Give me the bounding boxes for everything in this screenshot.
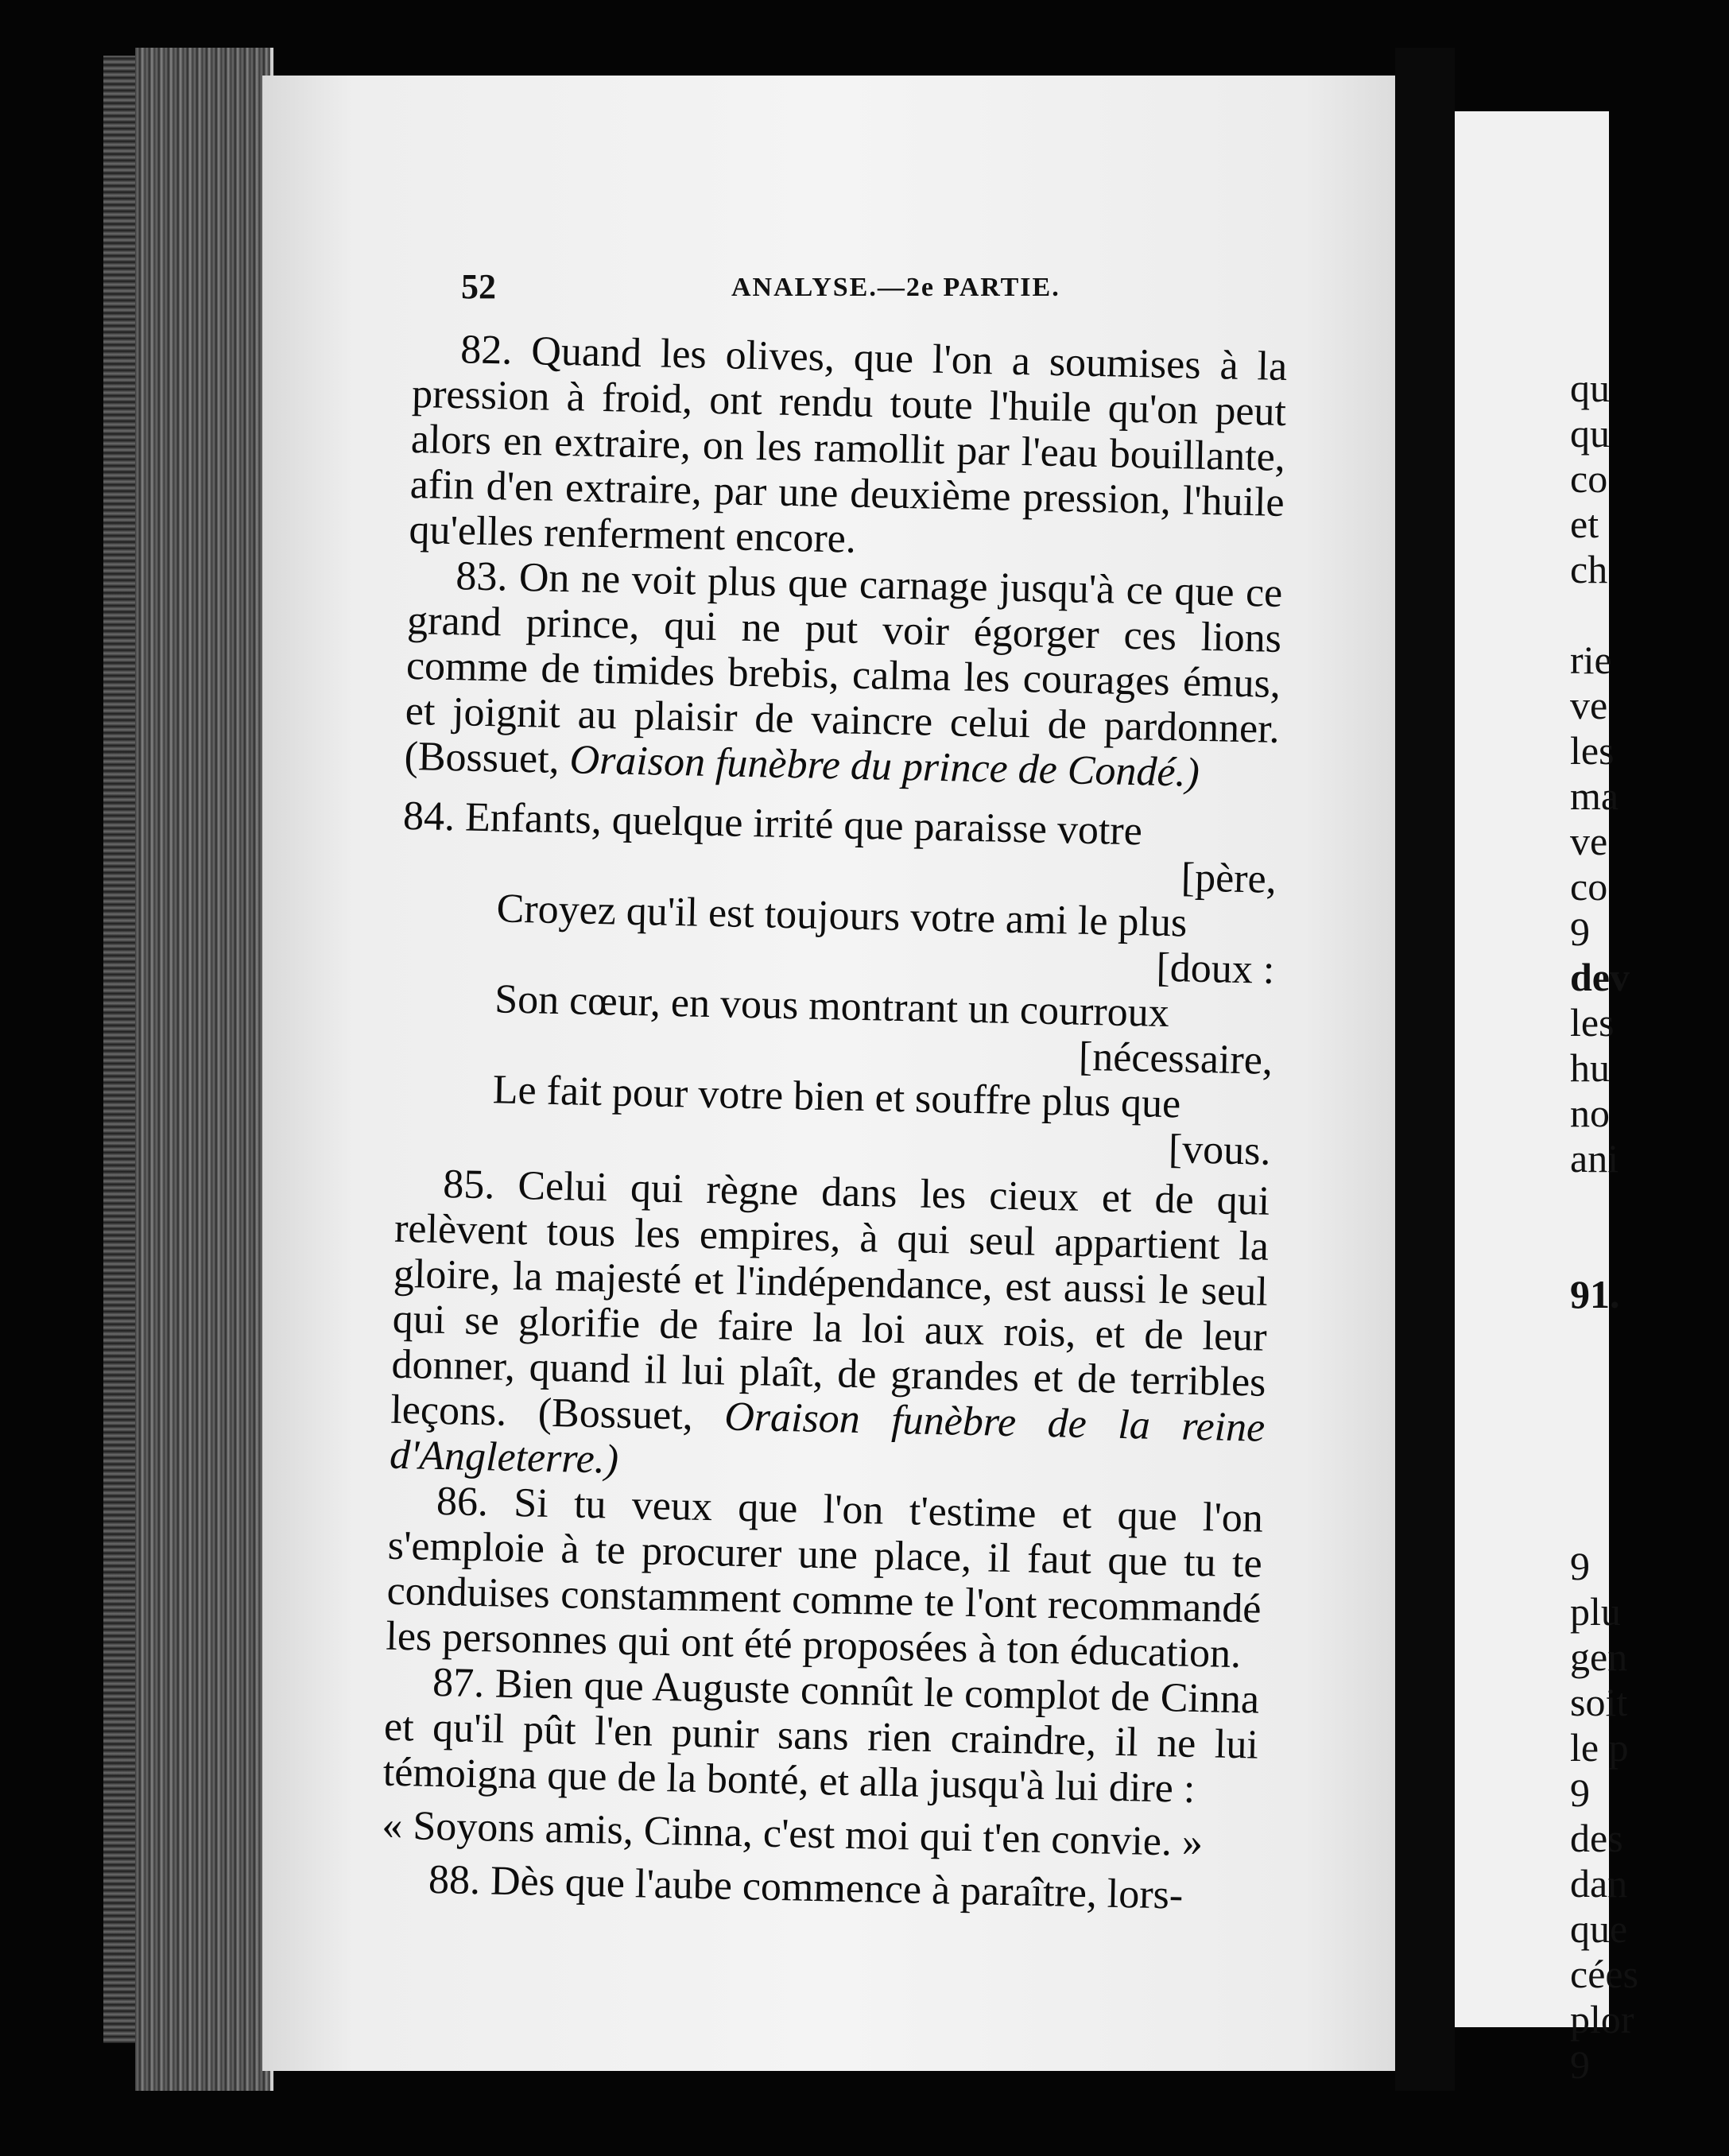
right-page-fragments [1570, 366, 1729, 2088]
paragraph-83 [404, 553, 1283, 797]
verse-84 [396, 793, 1277, 1174]
verse-line-3-cont: [nécessaire, [1078, 1033, 1273, 1084]
right-fragment: les [1570, 1000, 1615, 1045]
right-fragment: les [1570, 728, 1615, 773]
right-gap [1570, 1499, 1729, 1544]
right-fragment: gen [1570, 1634, 1628, 1679]
right-fragment: ma [1570, 774, 1619, 818]
right-fragment: 9 [1570, 2042, 1590, 2087]
right-fragment: qu [1570, 366, 1610, 410]
right-fragment: le p [1570, 1725, 1629, 1770]
verse-line-2-cont: [doux : [1155, 944, 1275, 993]
right-fragment: ani [1570, 1136, 1619, 1181]
right-fragment: 9 [1570, 1544, 1590, 1588]
right-fragment: que [1570, 1906, 1628, 1951]
right-fragment: ve [1570, 683, 1608, 727]
right-fragment: des [1570, 1816, 1623, 1860]
right-fragment: soit [1570, 1680, 1628, 1724]
right-fragment: 91. [1570, 1272, 1620, 1316]
right-fragment: plor [1570, 1997, 1634, 2042]
running-head: ANALYSE.—2e PARTIE. [731, 273, 1060, 302]
paragraph-86: 86. Si tu veux que l'on t'estime et que l'on s'emploie à te procurer une place, il faut que tu te conduises constamment comme te l'ont recommandé les personnes qui ont été proposées à ton éducation. [385, 1478, 1264, 1677]
right-fragment: rie [1570, 638, 1612, 682]
paragraph-85-text: 85. Celui qui règne dans les cieux et de qui relèvent tous les empires, à qui seul appartient la gloire, la majesté et l'indépendance, est aussi le seul qui se glorifie de faire la loi aux rois, et de leur donner, quand il lui plaît, de grandes et de terribles leçons. (Bossuet, [390, 1161, 1270, 1439]
verse-line-4: Le fait pour votre bien et souffre plus que [492, 1067, 1181, 1127]
verse-line-2: Croyez qu'il est toujours votre ami le plus [496, 886, 1188, 946]
paragraph-87-quote: « Soyons amis, Cinna, c'est moi qui t'en convie. » [381, 1802, 1204, 1866]
verse-line-4-cont: [vous. [1168, 1126, 1272, 1174]
verse-line-3: Son cœur, en vous montrant un courroux [494, 976, 1170, 1037]
right-fragment: plu [1570, 1589, 1621, 1634]
book-spine-stack [135, 48, 273, 2091]
paragraph-85-citation: Oraison funèbre de la reine d'Angleterre.) [389, 1394, 1266, 1483]
page-header [461, 258, 1256, 314]
paragraph-88: 88. Dès que l'aube commence à paraître, lors- [428, 1856, 1184, 1918]
right-fragment: cées [1570, 1952, 1639, 1996]
right-gap [1570, 1317, 1729, 1363]
right-fragment: dan [1570, 1861, 1628, 1906]
right-fragment: 9 [1570, 1770, 1590, 1815]
page-number: 52 [461, 267, 496, 306]
right-fragment: et [1570, 502, 1599, 546]
paragraph-83-citation: Oraison funèbre du prince de Condé.) [569, 737, 1200, 796]
right-fragment: co [1570, 456, 1608, 501]
page-body [380, 326, 1287, 1920]
right-fragment: hu [1570, 1045, 1610, 1090]
right-gap [1570, 1363, 1729, 1408]
right-gap [1570, 592, 1729, 638]
paragraph-85 [390, 1161, 1270, 1496]
verse-line-1: 84. Enfants, quelque irrité que paraisse votre [402, 793, 1143, 855]
right-gap [1570, 1227, 1729, 1272]
right-fragment: qu [1570, 411, 1610, 456]
right-gap [1570, 1453, 1729, 1499]
right-gap [1570, 1181, 1729, 1227]
right-fragment: 9 [1570, 909, 1590, 954]
paragraph-87: 87. Bien que Auguste connût le complot de Cinna et qu'il pût l'en punir sans rien craindre, il ne lui témoigna que de la bonté, et alla jusqu'à lui dire : [382, 1659, 1260, 1812]
page-gutter [1395, 48, 1455, 2091]
right-fragment: co [1570, 864, 1608, 909]
right-fragment: ve [1570, 819, 1608, 863]
right-fragment: dev [1570, 955, 1630, 999]
right-fragment: ch [1570, 547, 1608, 591]
paragraph-82: 82. Quand les olives, que l'on a soumises à la pression à froid, ont rendu toute l'huile qu'on peut alors en extraire, on les ramollit par l'eau bouillante, afin d'en extraire, par une deuxième pression, l'huile qu'elles renferment encore. [409, 327, 1288, 562]
right-fragment: no [1570, 1091, 1610, 1135]
verse-line-1-cont: [père, [1180, 855, 1277, 902]
right-gap [1570, 1408, 1729, 1453]
paragraph-83-text: 83. On ne voit plus que carnage jusqu'à ce que ce grand prince, qui ne put voir égorger ces lions comme de timides brebis, calma les courages émus, et joignit au plaisir de vaincre celui de pardonner. (Bossuet, [404, 553, 1283, 782]
